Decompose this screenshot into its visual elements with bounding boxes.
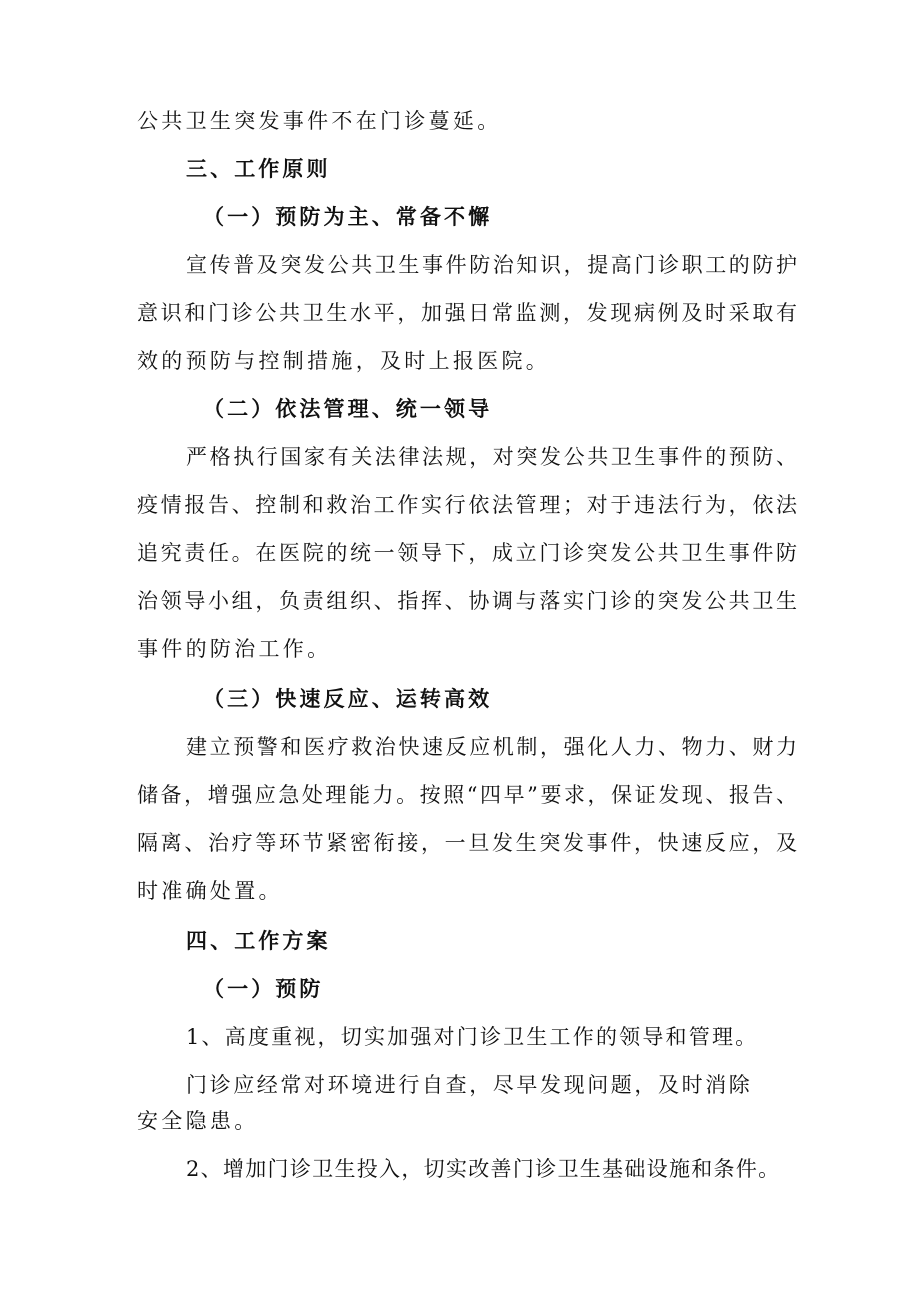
- principle-title-law: （二）依法管理、统一领导: [203, 396, 493, 421]
- section-heading-principles: 三、工作原则: [186, 156, 331, 181]
- paragraph-line: 严格执行国家有关法律法规，对突发公共卫生事件的预防、: [186, 445, 797, 469]
- paragraph-line: 时准确处置。: [137, 879, 283, 903]
- principle-title-prevention: （一）预防为主、常备不懈: [203, 204, 493, 229]
- paragraph-line: 宣传普及突发公共卫生事件防治知识，提高门诊职工的防护: [186, 253, 797, 277]
- paragraph-line: 储备，增强应急处理能力。按照“四早”要求，保证发现、报告、: [137, 783, 797, 807]
- paragraph-line: 门诊应经常对环境进行自查，尽早发现问题，及时消除: [186, 1073, 753, 1097]
- paragraph-line: 隔离、治疗等环节紧密衔接，一旦发生突发事件，快速反应，及: [137, 831, 797, 855]
- paragraph-line: 治领导小组，负责组织、指挥、协调与落实门诊的突发公共卫生: [137, 589, 797, 613]
- continuation-line: 公共卫生突发事件不在门诊蔓延。: [137, 109, 502, 133]
- paragraph-line: 安全隐患。: [137, 1109, 259, 1133]
- paragraph-line: 建立预警和医疗救治快速反应机制，强化人力、物力、财力: [186, 735, 797, 759]
- plan-title-prevention: （一）预防: [203, 976, 324, 1001]
- plan-item-2: 2、增加门诊卫生投入，切实改善门诊卫生基础设施和条件。: [186, 1157, 781, 1181]
- section-heading-plan: 四、工作方案: [186, 928, 331, 953]
- plan-item-1: 1、高度重视，切实加强对门诊卫生工作的领导和管理。: [186, 1025, 759, 1049]
- paragraph-line: 追究责任。在医院的统一领导下，成立门诊突发公共卫生事件防: [137, 541, 797, 565]
- paragraph-line: 事件的防治工作。: [137, 637, 332, 661]
- paragraph-line: 疫情报告、控制和救治工作实行依法管理；对于违法行为，依法: [137, 493, 797, 517]
- paragraph-line: 效的预防与控制措施，及时上报医院。: [137, 349, 551, 373]
- principle-title-response: （三）快速反应、运转高效: [203, 686, 493, 711]
- paragraph-line: 意识和门诊公共卫生水平，加强日常监测，发现病例及时采取有: [137, 301, 797, 325]
